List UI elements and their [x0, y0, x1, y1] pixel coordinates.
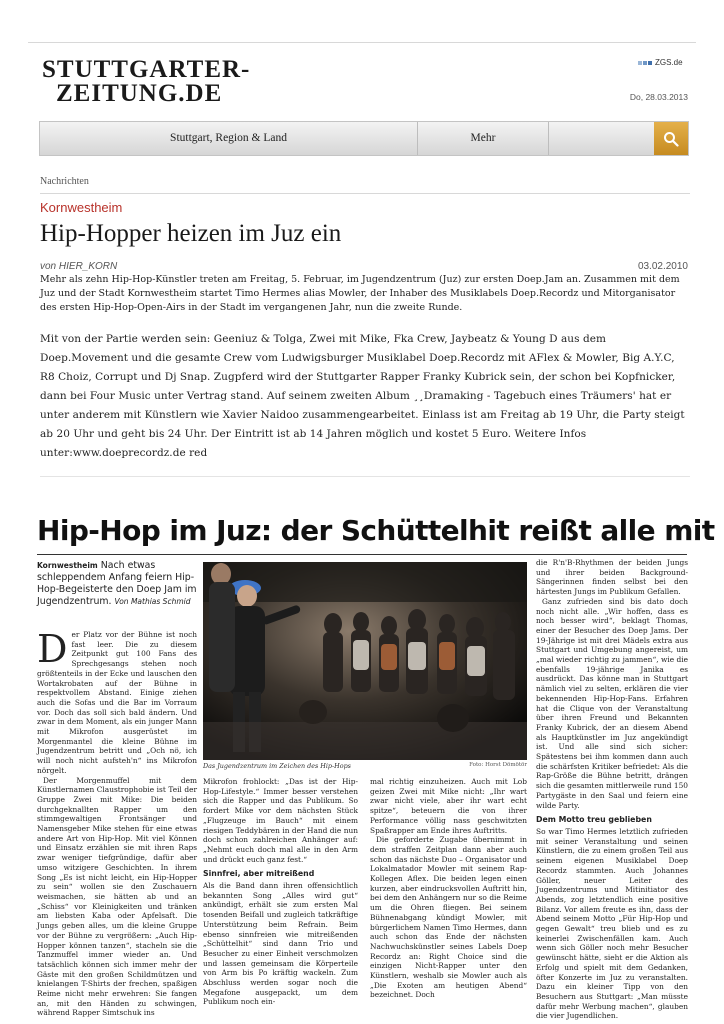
- deck-author: Von Mathias Schmid: [114, 597, 191, 606]
- clipping-rule: [37, 554, 687, 555]
- search-button[interactable]: [654, 122, 688, 155]
- nav-divider: [548, 122, 549, 155]
- photo-caption: Das Jugendzentrum im Zeichen des Hip-Hops: [203, 762, 351, 770]
- top-divider: [28, 42, 696, 43]
- column-paragraph: Der Morgenmuffel mit dem Künstlernamen Claustrophobie ist Teil der Gruppe Zwei mit Mike: Die beiden durchgeknallten Rapper um den stimmgewaltigen Frontsänger und Namensgeber Mike stehen für eine etwas andere Art von Hip-Hop. Mit viel Können und Einsatz erzählen sie mit ihren Raps zwar weniger tiefgründige, dafür aber umso witzigere Geschichten. In ihrem Song „Es ist nicht leicht, ein Hip-Hopper zu sein“ wollen sie den Zuschauern weismachen, sie hätten ab und an „Schiss“ vor Kleinigkeiten und tränken am liebsten Kaba oder Apfelsaft. Die Jungs geben alles, um die kleine Gruppe vor der Bühne zu vergrößern: „Auch Hip-Hopper können tanzen“, stacheln sie die Tanzmuffel immer wieder an. Und tatsächlich können sich immer mehr der Gäste mit den großen Schildmützen und knielangen T-Shirts der frechen, spaßigen Reime nicht mehr erwehren: Sie fangen an, mit den Händen zu schwingen, während Rapper Simtschuk ins: [37, 775, 197, 1018]
- column-paragraph: Mikrofon frohlockt: „Das ist der Hip-Hop-Lifestyle.“ Immer besser verstehen sich die Rapper und das Publikum. So fordert Mike vor dem nächsten Stück „Flugzeuge im Bauch“ mit einem riesigen Teddybären in der Hand die nun doch schon zahlreichen Anhänger auf: „Nehmt euch doch mal alle in den Arm und drückt euch ganz fest.“: [203, 777, 358, 864]
- column-subheading: Sinnfrei, aber mitreißend: [203, 869, 315, 879]
- column-paragraph: mal richtig einzuheizen. Auch mit Lob geizen Zwei mit Mike nicht: „Ihr wart zwar nicht viele, aber ihr wart echt spitze“, beteuern die von ihrer Performance völlig nass geschwitzten Spaßrapper am Ende ihres Auftritts.: [370, 777, 527, 835]
- drop-cap: D: [37, 627, 68, 671]
- article-date: 03.02.2010: [637, 261, 688, 272]
- current-date: Do, 28.03.2013: [629, 92, 688, 102]
- column-paragraph: die R'n'B-Rhythmen der beiden Jungs und ihrer beiden Background-Sängerinnen finden selbst bei den härtesten Jungs im Publikum Gefallen.: [536, 558, 688, 597]
- column-paragraph: er Platz vor der Bühne ist noch fast leer. Die zu diesem Zeitpunkt gut 100 Fans des Sprechgesangs stehen noch größtenteils in der Ecke und lauschen den Wortakrobaten auf der Bühne in respektvollem Abstand. Einige ziehen auch die Sofas und die Bar im Vorraum vor. Doch das soll sich bald ändern. Und zwar in dem Moment, als ein junger Mann mit Mikrofon ausgerüstet im Morgenmantel die kleine Bühne im Jugendzentrum betritt und „Och nö, ich will noch nicht aufsteh'n“ ins Mikrofon nörgelt.: [37, 630, 197, 775]
- column-paragraph: Ganz zufrieden sind bis dato doch noch nicht alle. „Wir hoffen, dass es noch besser wird“, beklagt Thomas, einer der Besucher des Doep Jams. Der 19-Jährige ist mit drei Mädels extra aus Stuttgart und Umgebung angereist, um „mal wieder richtig zu jammen“, wie die ebenfalls 19-jährige Janika es ausdrückt. Das könne man in Stuttgart nämlich viel zu selten, erklären die vier bekennenden Hip-Hop-Fans. Erfahren hat die Clique von der Veranstaltung über ihren Freund und Bekannten Franky Kubrick, der an diesem Abend als Hauptkünstler im Juz angekündigt ist. Und alle sind sich sicher: Spätestens bei ihm kommen dann auch die schärfsten Kritiker befriedet: Als die Rap-Größe die Bühne betritt, drängen sich die gesamten mittlerweile rund 150 Partygäste in den Saal und feiern eine wilde Party.: [536, 596, 688, 810]
- article-divider: [40, 476, 690, 477]
- zgs-link[interactable]: [638, 58, 683, 67]
- logo-line1: STUTTGARTER-: [42, 56, 251, 83]
- search-icon: [663, 131, 679, 147]
- article-body: Mit von der Partie werden sein: Geeniuz & Tolga, Zwei mit Mike, Fka Crew, Jaybeatz & Young D aus dem Doep.Movement und die gesamte Crew vom Ludwigsburger Musiklabel Doep.Recordz mit AFlex & Mowler, Big A.Y.C, R8 Choiz, Corrupt und Dj Snap. Zugpferd wird der Stuttgarter Rapper Franky Kubrick sein, der schon bei Kopfnicker, dann bei Four Music unter Vertrag stand. Auf seinem zweiten Album ¸¸Dramaking - Tagebuch eines Träumers' hat er unter anderem mit Künstlern wie Xavier Naidoo zusammengearbeitet. Einlass ist am Freitag ab 19 Uhr, die Party steigt ab 20 Uhr und geht bis 24 Uhr. Der Eintritt ist ab 14 Jahren möglich und kostet 5 Euro. Weitere Infos unter:www.doeprecordz.de red: [40, 333, 685, 459]
- article-title: Hip-Hopper heizen im Juz ein: [40, 220, 342, 247]
- photo-credit: Foto: Horst Dömötör: [469, 762, 527, 768]
- clipping-column-4: [536, 558, 688, 1021]
- site-logo[interactable]: [42, 58, 250, 106]
- breadcrumb[interactable]: Nachrichten: [40, 176, 89, 187]
- clipping-column-2: [203, 777, 358, 1007]
- zgs-label: ZGS.de: [655, 58, 683, 67]
- concert-photo: [203, 562, 527, 760]
- zgs-logo-icon: [638, 61, 652, 65]
- column-paragraph: So war Timo Hermes letztlich zufrieden mit seiner Veranstaltung und seinen Künstlern, die zu einem großen Teil aus seinem eigenen Musiklabel Doep Recordz stammten. Auch Johannes Göller, neuer Leiter des Jugendzentrums und Mitinitiator des Abends, zog letztendlich eine positive Bilanz. Vor allem freute es ihn, dass der Abend seinem Motto „Für Hip-Hop und gegen Gewalt“ treu blieb und es zu keinerlei Zwischenfällen kam. Auch wenn sich Göller noch mehr Besucher gewünscht hätte, sieht er die Aktion als Erfolg und spielt mit dem Gedanken, öfter Konzerte im Juz zu veranstalten. Dazu ein kleiner Tipp von den Besuchern aus Stuttgart: „Man müsste dafür mehr Werbung machen“, glauben die vier Jugendlichen.: [536, 826, 688, 1021]
- nav-item-mehr[interactable]: Mehr: [470, 132, 496, 144]
- article-byline: von HIER_KORN: [40, 261, 118, 272]
- logo-line2: ZEITUNG.DE: [56, 80, 223, 107]
- column-subheading: Dem Motto treu geblieben: [536, 815, 652, 825]
- column-paragraph: Die geforderte Zugabe übernimmt in dem straffen Zeitplan dann aber auch schon das nächste Duo – Organisator und Lokalmatador Mowler mit seinem Rap-Kollegen Aflex. Die beiden legen einen kurzen, aber eindrucksvollen Auftritt hin, bei dem den Anhängern nur so die Reime um die Ohren fliegen. Bei seinem Bühnenabgang kündigt Mowler, mit bürgerlichem Namen Timo Hermes, dann auch schon das Ende der nächsten Nachwuchskünstler seines Labels Doep Recordz an: Right Choice sind die einzigen Nicht-Rapper unter den Künstlern, weshalb sie Mowler auch als „Die Exoten am heutigen Abend“ bezeichnet. Doch: [370, 835, 527, 1000]
- article-lead: Mehr als zehn Hip-Hop-Künstler treten am Freitag, 5. Februar, im Jugendzentrum (Juz) zur ersten Doep.Jam an. Zusammen mit dem Juz und der Stadt Kornwestheim startet Timo Hermes alias Mowler, der Inhaber des Musiklabels Doep.Recordz und Mitorganisator des ersten Hip-Hop-Open-Airs in der Stadt im vergangenen Jahr, nun die zweite Runde.: [40, 274, 680, 313]
- nav-item-stuttgart-region[interactable]: Stuttgart, Region & Land: [170, 132, 287, 144]
- main-navigation: [39, 121, 689, 156]
- article-kicker: Kornwestheim: [40, 200, 123, 215]
- clipping-deck: [37, 560, 197, 608]
- deck-text: Nach etwas schleppendem Anfang feiern Hip-Hop-Begeisterte den Doep Jam im Jugendzentrum.: [37, 560, 197, 607]
- clipping-headline: Hip-Hop im Juz: der Schüttelhit reißt alle mit: [37, 514, 715, 547]
- clipping-column-3: [370, 777, 527, 1000]
- photo-caption-block: [203, 762, 527, 770]
- clipping-column-1: [37, 627, 197, 1018]
- deck-place: Kornwestheim: [37, 561, 98, 570]
- column-paragraph: Als die Band dann ihren offensichtlich bekannten Song „Alles wird gut“ ankündigt, erhält sie zum ersten Mal tosenden Beifall und zugleich tatkräftige Unterstützung beim Refrain. Beim ebenso sinnfreien wie mitreißenden „Schüttelhit“ sind dann Trio und Besucher zu einer Einheit verschmolzen und lassen gemeinsam die Körperteile von Arm bis Po kräftig wackeln. Zum Abschluss werden sogar noch die Megafone ausgepackt, um dem Publikum noch ein-: [203, 881, 358, 1007]
- section-divider: [40, 193, 690, 194]
